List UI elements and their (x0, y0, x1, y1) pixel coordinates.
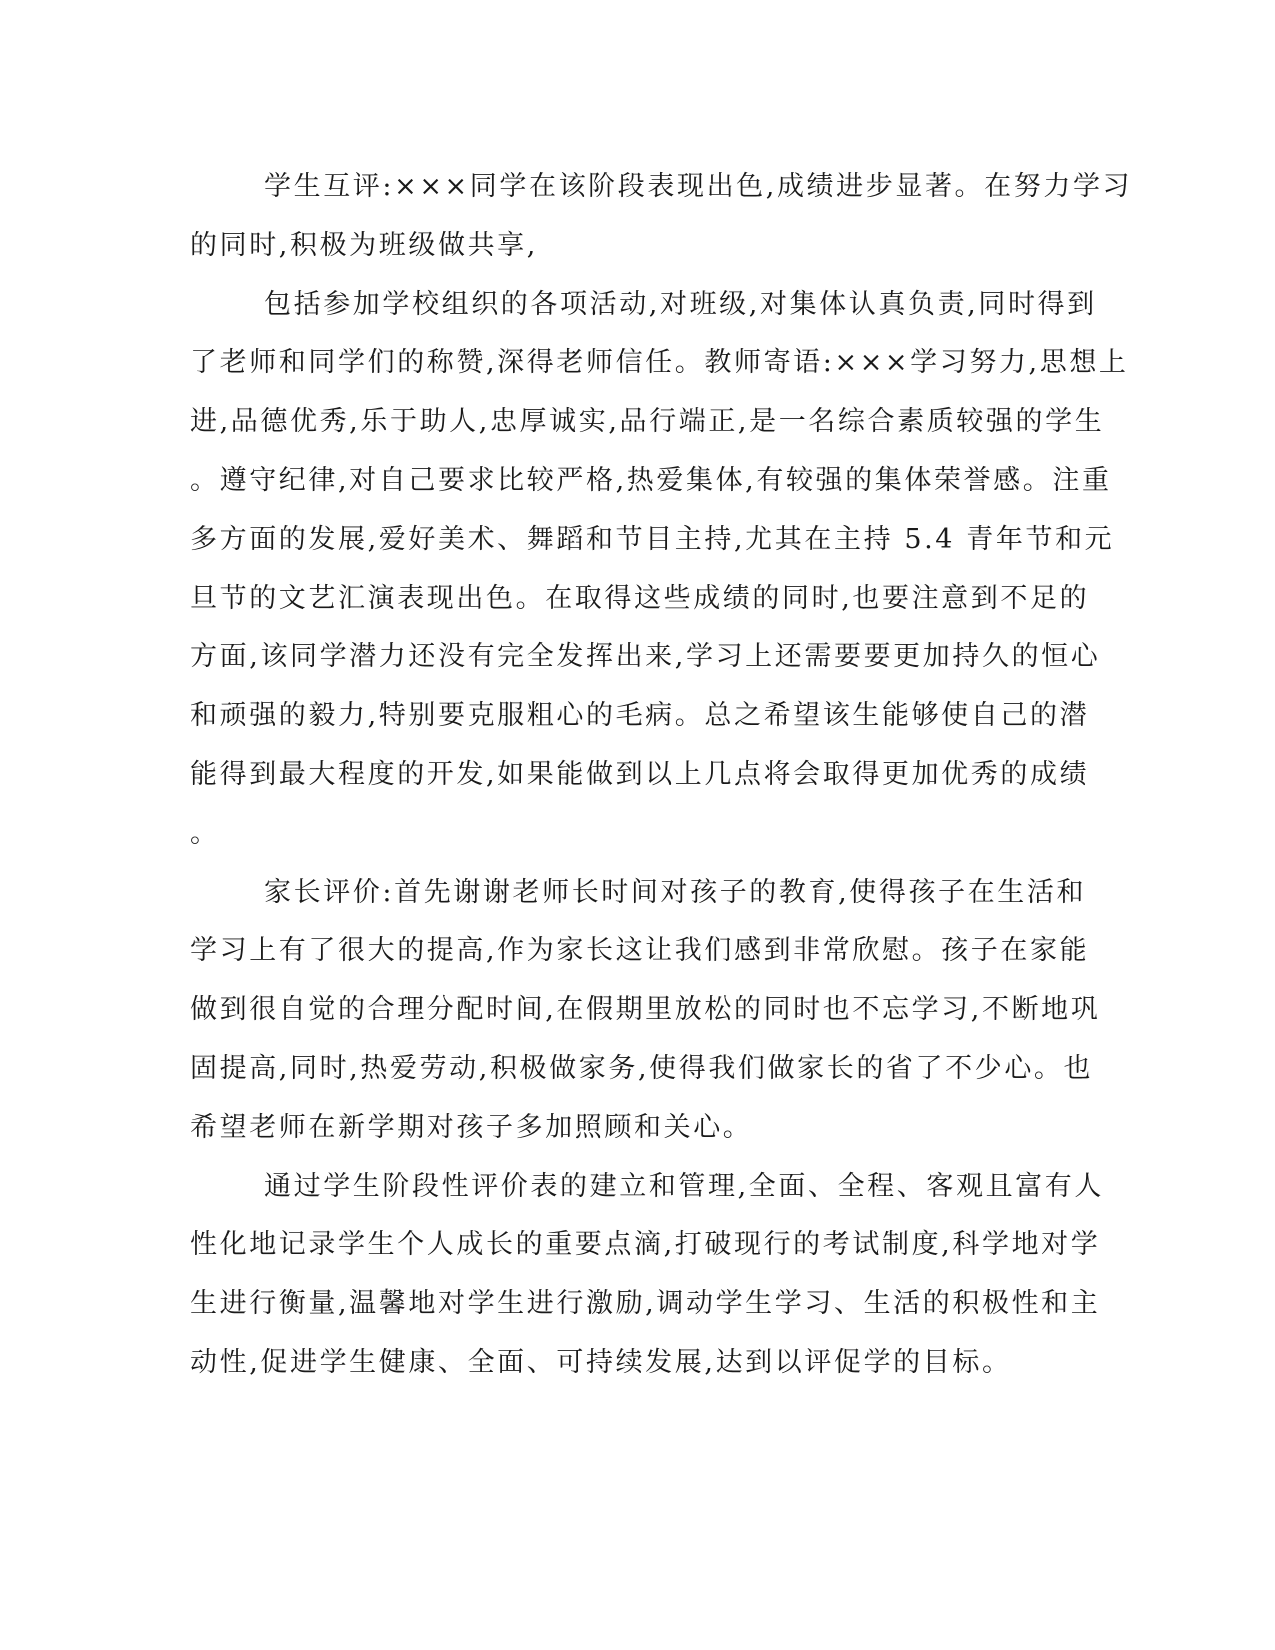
text-line: 。遵守纪律,对自己要求比较严格,热爱集体,有较强的集体荣誉感。注重 (190, 464, 1112, 496)
text-line: 了老师和同学们的称赞,深得老师信任。教师寄语:×××学习努力,思想上 (190, 347, 1129, 379)
text-line: 固提高,同时,热爱劳动,积极做家务,使得我们做家长的省了不少心。也 (190, 1052, 1094, 1084)
text-line: 生进行衡量,温馨地对学生进行激励,调动学生学习、生活的积极性和主 (190, 1288, 1101, 1320)
text-line: 通过学生阶段性评价表的建立和管理,全面、全程、客观且富有人 (264, 1170, 1104, 1202)
body-text (190, 158, 1133, 1393)
text-line: 和顽强的毅力,特别要克服粗心的毛病。总之希望该生能够使自己的潜 (190, 700, 1090, 732)
text-line: 动性,促进学生健康、全面、可持续发展,达到以评促学的目标。 (190, 1346, 1012, 1378)
text-line: 包括参加学校组织的各项活动,对班级,对集体认真负责,同时得到 (264, 288, 1097, 320)
text-line: 的同时,积极为班级做共享, (190, 229, 538, 261)
text-line: 能得到最大程度的开发,如果能做到以上几点将会取得更加优秀的成绩 (190, 758, 1090, 790)
text-line: 做到很自觉的合理分配时间,在假期里放松的同时也不忘学习,不断地巩 (190, 994, 1101, 1026)
text-line: 。 (190, 817, 220, 849)
text-line: 多方面的发展,爱好美术、舞蹈和节目主持,尤其在主持 5.4 青年节和元 (190, 523, 1115, 555)
text-line: 学生互评:×××同学在该阶段表现出色,成绩进步显著。在努力学习 (264, 171, 1133, 202)
text-line: 家长评价:首先谢谢老师长时间对孩子的教育,使得孩子在生活和 (264, 876, 1087, 908)
text-line: 方面,该同学潜力还没有完全发挥出来,学习上还需要要更加持久的恒心 (190, 641, 1101, 673)
text-line: 进,品德优秀,乐于助人,忠厚诚实,品行端正,是一名综合素质较强的学生 (190, 406, 1105, 438)
text-line: 学习上有了很大的提高,作为家长这让我们感到非常欣慰。孩子在家能 (190, 935, 1090, 967)
text-line: 旦节的文艺汇演表现出色。在取得这些成绩的同时,也要注意到不足的 (190, 582, 1090, 614)
text-line: 希望老师在新学期对孩子多加照顾和关心。 (190, 1111, 753, 1143)
text-line: 性化地记录学生个人成长的重要点滴,打破现行的考试制度,科学地对学 (190, 1229, 1101, 1261)
